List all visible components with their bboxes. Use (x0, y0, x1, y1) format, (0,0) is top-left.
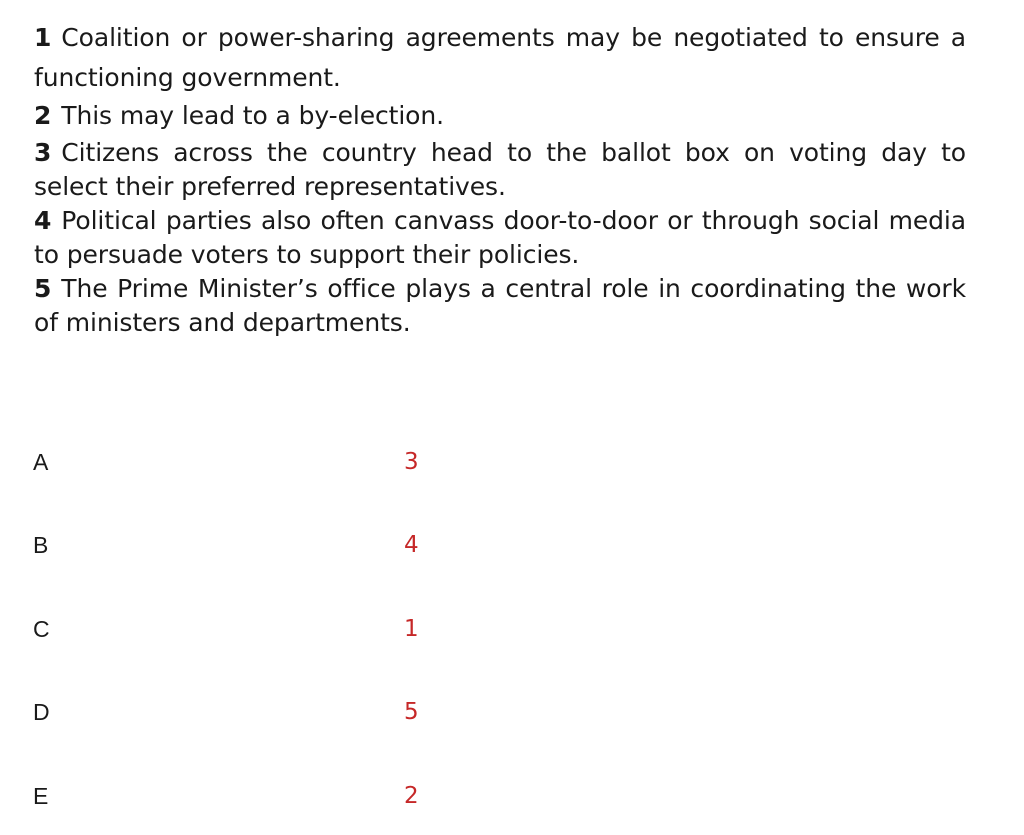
statement-number: 2 (34, 101, 52, 130)
statement-1 (34, 18, 966, 98)
answer-row-a (0, 442, 1024, 482)
statement-text: Political parties also often canvass door-to-door or through social media to persuade voters to support their policies. (34, 206, 966, 269)
answer-letter: E (33, 783, 49, 809)
answer-letter: C (33, 616, 50, 642)
answer-letter: A (33, 449, 49, 475)
statement-text: Coalition or power-sharing agreements may be negotiated to ensure a functioning government. (34, 23, 966, 92)
answer-row-d (0, 692, 1024, 732)
statement-text: This may lead to a by-election. (61, 101, 444, 130)
answer-value: 5 (404, 699, 419, 725)
answer-value: 1 (404, 616, 419, 642)
answer-row-c (0, 609, 1024, 649)
answer-value: 2 (404, 783, 419, 809)
statement-4 (34, 204, 966, 272)
statement-5 (34, 272, 966, 340)
answer-letter: D (33, 699, 50, 725)
answer-letter: B (33, 532, 49, 558)
statement-number: 1 (34, 23, 52, 52)
answer-value: 4 (404, 532, 419, 558)
statement-number: 3 (34, 138, 52, 167)
answer-row-e (0, 776, 1024, 816)
answer-value: 3 (404, 449, 419, 475)
statement-number: 4 (34, 206, 52, 235)
statement-list (34, 18, 966, 340)
statement-3 (34, 136, 966, 204)
answer-row-b (0, 525, 1024, 565)
statement-2 (34, 96, 966, 136)
statement-text: The Prime Minister’s office plays a central role in coordinating the work of ministers and departments. (34, 274, 966, 337)
statement-number: 5 (34, 274, 52, 303)
statement-text: Citizens across the country head to the ballot box on voting day to select their preferred representatives. (34, 138, 966, 201)
